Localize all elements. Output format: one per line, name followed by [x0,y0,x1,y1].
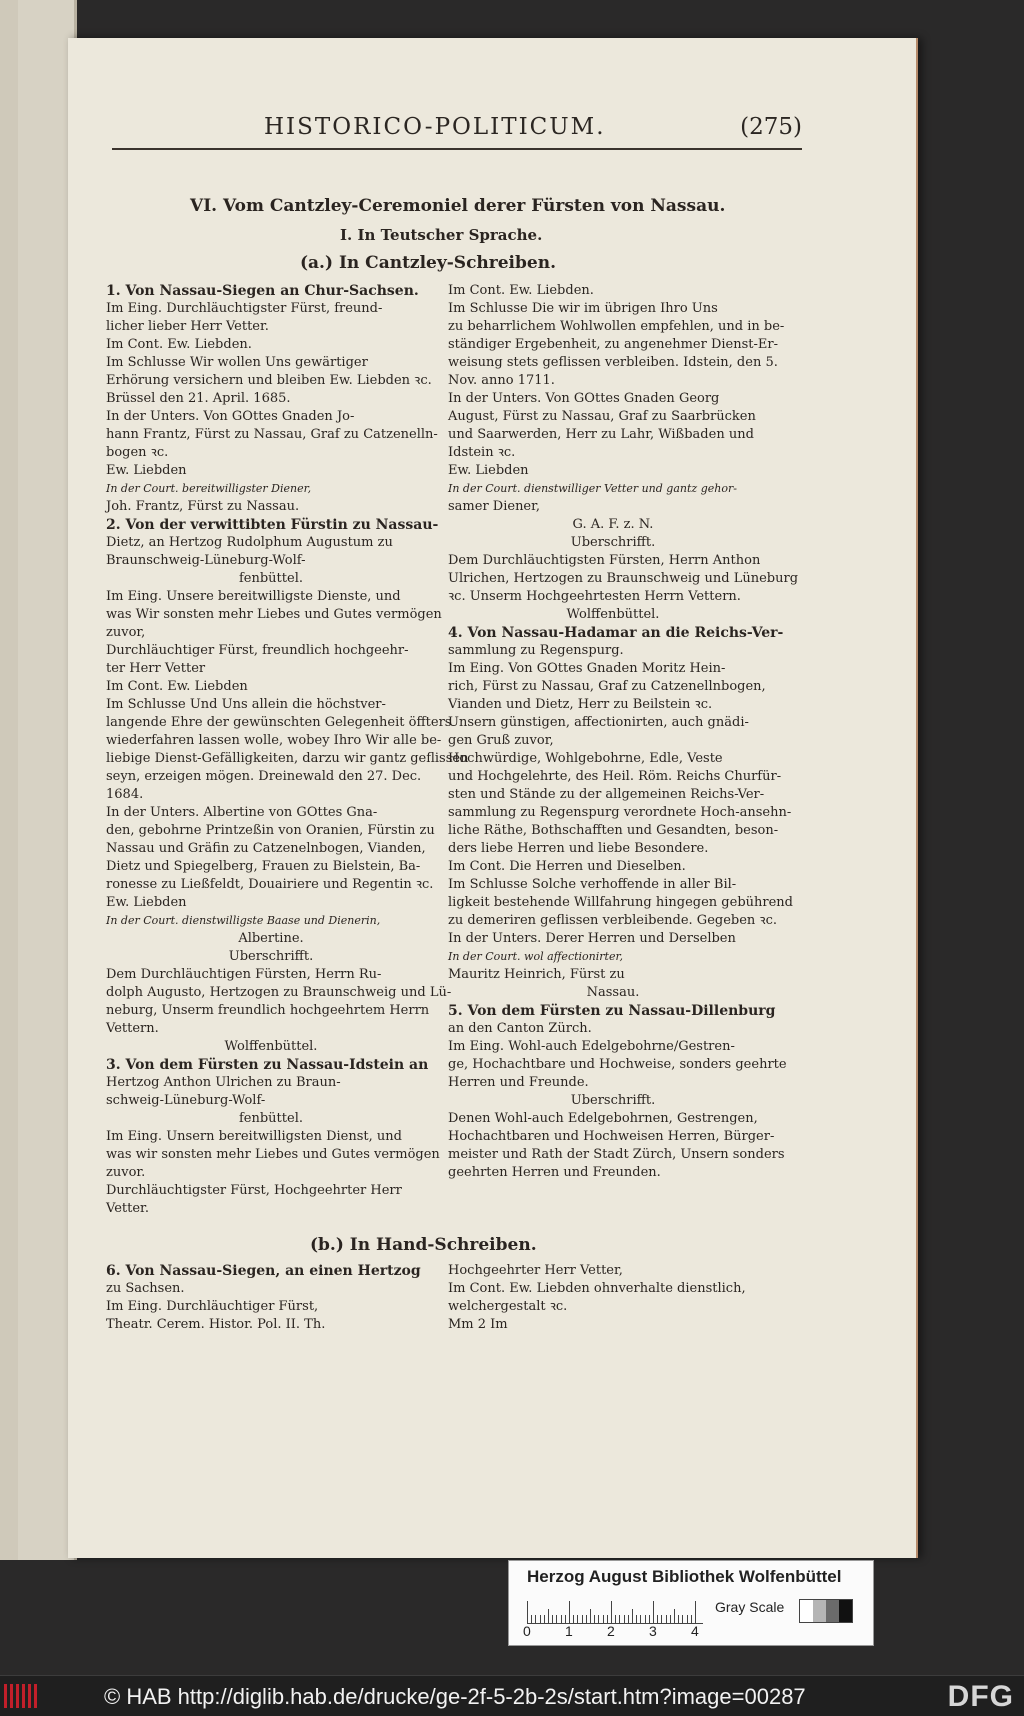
left_column-line: neburg, Unserm freundlich hochgeehrtem Herrn [106,1003,430,1018]
left_column-line: In der Court. dienstwilligste Baase und Dienerin, [106,914,381,927]
ruler-tick [615,1615,616,1623]
heading-part-b: (b.) In Hand-Schreiben. [310,1235,537,1255]
dfg-logo: DFG [947,1680,1014,1713]
left_column-line: Dem Durchläuchtigen Fürsten, Herrn Ru- [106,967,382,982]
left_column-line: fenbüttel. [238,1111,303,1126]
ruler-tick [607,1615,608,1623]
ruler-tick [548,1609,549,1623]
right_column-line: Im Cont. Ew. Liebden. [448,283,594,298]
left_column-line: was Wir sonsten mehr Liebes und Gutes vermögen [106,607,442,622]
left_column-line: Vetter. [106,1201,149,1216]
left_column-line: den, gebohrne Printzeßin von Oranien, Fürstin zu [106,823,435,838]
ruler-tick [556,1615,557,1623]
left_column-line: Im Schlusse Und Uns allein die höchstver- [106,697,386,712]
left_column-line: Brüssel den 21. April. 1685. [106,391,291,406]
left_column-line: wiederfahren lassen wolle, wobey Ihro Wir alle be- [106,733,442,748]
left_column-line: ter Herr Vetter [106,661,206,676]
left_column-line: 1684. [106,787,144,802]
gray-scale-swatch [799,1599,853,1623]
right_column-line: und Saarwerden, Herr zu Lahr, Wißbaden und [448,427,754,442]
color-scale-card [508,1560,874,1646]
left_column-line: Im Eing. Durchläuchtigster Fürst, freund- [106,301,383,316]
left_column-line: Nassau und Gräfin zu Catzenelnbogen, Vianden, [106,841,426,856]
ruler-tick [670,1615,671,1623]
right_column-line: Im Schlusse Die wir im übrigen Ihro Uns [448,301,718,316]
ruler-tick [565,1615,566,1623]
heading-section-vi: VI. Vom Cantzley-Ceremoniel derer Fürsten von Nassau. [190,196,726,216]
ruler-tick [582,1615,583,1623]
ruler-tick [687,1615,688,1623]
footer-link[interactable]: © HAB http://diglib.hab.de/drucke/ge-2f-5-2b-2s/start.htm?image=00287 [104,1684,806,1709]
ruler-tick [678,1615,679,1623]
left_column-line: In der Court. bereitwilligster Diener, [106,482,312,495]
ruler-tick [544,1615,545,1623]
right_column-line: Im Schlusse Solche verhoffende in aller Bil- [448,877,737,892]
right_column-line: Herren und Freunde. [448,1075,589,1090]
header-rule [112,148,802,150]
right_column-line: Nov. anno 1711. [448,373,555,388]
ruler-tick [653,1601,654,1623]
left_column-line: Im Eing. Unsern bereitwilligsten Dienst, und [106,1129,402,1144]
scale-tick-0: 0 [523,1623,531,1639]
left_column-line: liebige Dienst-Gefälligkeiten, darzu wir gantz geflissen [106,751,469,766]
right_column-line: gen Gruß zuvor, [448,733,554,748]
running-title: HISTORICO-POLITICUM. [264,114,606,140]
right_column-line: Hochwürdige, Wohlgebohrne, Edle, Veste [448,751,723,766]
right_column-line: Dem Durchläuchtigsten Fürsten, Herrn Anthon [448,553,761,568]
ruler-tick [527,1601,528,1623]
right_column-line: ꝛc. Unserm Hochgeehrtesten Herrn Vettern. [448,589,741,604]
ruler-tick [531,1615,532,1623]
ruler-tick [632,1609,633,1623]
ruler-tick [535,1615,536,1623]
bottom_right-line: welchergestalt ꝛc. [448,1299,568,1314]
heading-subsection-i: I. In Teutscher Sprache. [340,226,543,244]
left-text-column [106,282,469,1218]
left_column-line: Uberschrifft. [228,949,314,964]
left_column-line: In der Unters. Von GOttes Gnaden Jo- [106,409,355,424]
left_column-line: Im Cont. Ew. Liebden [106,679,248,694]
left_column-line: In der Unters. Albertine von GOttes Gna- [106,805,378,820]
left_column-line: Durchläuchtigster Fürst, Hochgeehrter Herr [106,1183,402,1198]
left_column-line: dolph Augusto, Hertzogen zu Braunschweig und Lü- [106,985,452,1000]
right-text-column [448,282,799,1182]
swatch-black [839,1600,852,1622]
right_column-line: weisung stets geflissen verbleiben. Idstein, den 5. [448,355,778,370]
right_column-line: Mauritz Heinrich, Fürst zu [448,967,625,982]
left_column-line: seyn, erzeigen mögen. Dreinewald den 27. Dec. [106,769,422,784]
left_column-line: Joh. Frantz, Fürst zu Nassau. [106,499,300,514]
right_column-line: Ew. Liebden [448,463,529,478]
left_column-line: Durchläuchtiger Fürst, freundlich hochgeehr- [106,643,409,658]
right_column-line: ständiger Ergebenheit, zu angenehmer Dienst-Er- [448,337,779,352]
page-number: (275) [740,114,802,140]
ruler-tick [628,1615,629,1623]
left_column-line: 2. Von der verwittibten Fürstin zu Nassau- [106,517,439,533]
ruler-tick [682,1615,683,1623]
bottom_right-line: Hochgeehrter Herr Vetter, [448,1263,623,1278]
left_column-line: fenbüttel. [238,571,303,586]
ruler-tick [552,1615,553,1623]
right_column-line: August, Fürst zu Nassau, Graf zu Saarbrücken [448,409,756,424]
left_column-line: ronesse zu Ließfeldt, Douairiere und Regentin ꝛc. [106,877,434,892]
right_column-line: In der Unters. Derer Herren und Derselben [448,931,736,946]
left_column-line: Albertine. [238,931,304,946]
right_column-line: an den Canton Zürch. [448,1021,592,1036]
left_column-line: langende Ehre der gewünschten Gelegenheit öffters [106,715,452,730]
left_column-line: bogen ꝛc. [106,445,169,460]
ruler-tick [577,1615,578,1623]
right_column-line: samer Diener, [448,499,541,514]
facing-page-edge [0,0,77,1560]
left_column-line: Im Eing. Unsere bereitwilligste Dienste, und [106,589,401,604]
right_column-line: liche Räthe, Bothschafften und Gesandten, beson- [448,823,779,838]
right_column-line: Uberschrifft. [570,1093,656,1108]
facing-page-shadow [0,0,18,1560]
ruler-tick [586,1615,587,1623]
ruler-tick [636,1615,637,1623]
bottom-right-column [448,1262,778,1334]
right_column-line: In der Unters. Von GOttes Gnaden Georg [448,391,720,406]
swatch-light [813,1600,826,1622]
ruler-tick [640,1615,641,1623]
scale-numbers [523,1623,723,1639]
swatch-white [800,1600,813,1622]
right_column-line: G. A. F. z. N. [572,517,654,532]
bottom_left-line: zu Sachsen. [106,1281,185,1296]
right_column-line: Wolffenbüttel. [566,607,660,622]
right_column-line: In der Court. wol affectionirter, [448,950,624,963]
left_column-line: Im Cont. Ew. Liebden. [106,337,252,352]
left_column-line: 1. Von Nassau-Siegen an Chur-Sachsen. [106,283,419,299]
ruler-tick [619,1615,620,1623]
ruler-tick [540,1615,541,1623]
left_column-line: Hertzog Anthon Ulrichen zu Braun- [106,1075,341,1090]
right_column-line: Im Eing. Wohl-auch Edelgebohrne/Gestren- [448,1039,735,1054]
scale-tick-1: 1 [565,1623,573,1639]
bottom_right-line: Im Cont. Ew. Liebden ohnverhalte dienstlich, [448,1281,746,1296]
right_column-line: In der Court. dienstwilliger Vetter und gantz gehor- [448,482,737,495]
right_column-line: Im Eing. Von GOttes Gnaden Moritz Hein- [448,661,726,676]
right_column-line: 5. Von dem Fürsten zu Nassau-Dillenburg [448,1003,776,1019]
left_column-line: was wir sonsten mehr Liebes und Gutes vermögen [106,1147,440,1162]
ruler-tick [569,1601,570,1623]
right_column-line: sammlung zu Regenspurg. [448,643,624,658]
bottom_left-line: Im Eing. Durchläuchtiger Fürst, [106,1299,319,1314]
bottom-left-column [106,1262,436,1334]
right_column-line: Denen Wohl-auch Edelgebohrnen, Gestrengen, [448,1111,758,1126]
scale-tick-2: 2 [607,1623,615,1639]
scale-ruler [527,1597,703,1624]
ruler-tick [666,1615,667,1623]
ruler-tick [603,1615,604,1623]
ruler-tick [649,1615,650,1623]
scale-tick-3: 3 [649,1623,657,1639]
right_column-line: ge, Hochachtbare und Hochweise, sonders geehrte [448,1057,787,1072]
right_column-line: Nassau. [586,985,640,1000]
right_column-line: rich, Fürst zu Nassau, Graf zu Catzenellnbogen, [448,679,766,694]
left_column-line: Erhörung versichern und bleiben Ew. Liebden ꝛc. [106,373,432,388]
swatch-dark [826,1600,839,1622]
left_column-line: 3. Von dem Fürsten zu Nassau-Idstein an [106,1057,429,1073]
ruler-tick [691,1615,692,1623]
ruler-tick [590,1609,591,1623]
bottom_left-line: Theatr. Cerem. Histor. Pol. II. Th. [106,1317,326,1332]
ruler-tick [674,1609,675,1623]
left_column-line: Im Schlusse Wir wollen Uns gewärtiger [106,355,368,370]
left_column-line: Ew. Liebden [106,463,187,478]
left_column-line: zuvor, [106,625,146,640]
left_column-line: Dietz und Spiegelberg, Frauen zu Bielstein, Ba- [106,859,421,874]
left_column-line: Dietz, an Hertzog Rudolphum Augustum zu [106,535,393,550]
ruler-tick [661,1615,662,1623]
right_column-line: Unsern günstigen, affectionirten, auch gnädi- [448,715,749,730]
footer-bar [0,1675,1024,1716]
left_column-line: zuvor. [106,1165,146,1180]
ruler-tick [695,1601,696,1623]
scale-tick-4: 4 [691,1623,699,1639]
bottom_right-line: Mm 2 Im [448,1317,508,1332]
right_column-line: und Hochgelehrte, des Heil. Röm. Reichs Churfür- [448,769,782,784]
ruler-tick [594,1615,595,1623]
hab-logo-icon [4,1684,44,1708]
bottom_left-line: 6. Von Nassau-Siegen, an einen Hertzog [106,1263,421,1279]
gray-scale-label: Gray Scale [715,1599,785,1615]
ruler-tick [611,1601,612,1623]
left_column-line: hann Frantz, Fürst zu Nassau, Graf zu Catzenelln- [106,427,438,442]
ruler-tick [645,1615,646,1623]
right_column-line: zu beharrlichem Wohlwollen empfehlen, und in be- [448,319,785,334]
ruler-tick [561,1615,562,1623]
ruler-tick [624,1615,625,1623]
right_column-line: zu demeriren geflissen verbleibende. Gegeben ꝛc. [448,913,777,928]
right_column-line: ligkeit bestehende Willfahrung hingegen gebührend [448,895,793,910]
library-name: Herzog August Bibliothek Wolfenbüttel [527,1567,842,1586]
right_column-line: Ulrichen, Hertzogen zu Braunschweig und Lüneburg [448,571,799,586]
left_column-line: schweig-Lüneburg-Wolf- [106,1093,266,1108]
right_column-line: geehrten Herren und Freunden. [448,1165,661,1180]
heading-part-a: (a.) In Cantzley-Schreiben. [300,253,556,273]
left_column-line: Wolffenbüttel. [224,1039,318,1054]
right_column-line: Idstein ꝛc. [448,445,516,460]
left_column-line: licher lieber Herr Vetter. [106,319,269,334]
ruler-tick [657,1615,658,1623]
right_column-line: meister und Rath der Stadt Zürch, Unsern sonders [448,1147,785,1162]
right_column-line: sten und Stände zu der allgemeinen Reichs-Ver- [448,787,765,802]
right_column-line: Hochachtbaren und Hochweisen Herren, Bürger- [448,1129,775,1144]
right_column-line: Vianden und Dietz, Herr zu Beilstein ꝛc. [448,697,713,712]
right_column-line: sammlung zu Regenspurg verordnete Hoch-ansehn- [448,805,792,820]
left_column-line: Ew. Liebden [106,895,187,910]
left_column-line: Vettern. [106,1021,159,1036]
ruler-tick [573,1615,574,1623]
right_column-line: Uberschrifft. [570,535,656,550]
right_column-line: 4. Von Nassau-Hadamar an die Reichs-Ver- [448,625,784,641]
right_column-line: ders liebe Herren und liebe Besondere. [448,841,709,856]
left_column-line: Braunschweig-Lüneburg-Wolf- [106,553,306,568]
ruler-tick [598,1615,599,1623]
right_column-line: Im Cont. Die Herren und Dieselben. [448,859,686,874]
